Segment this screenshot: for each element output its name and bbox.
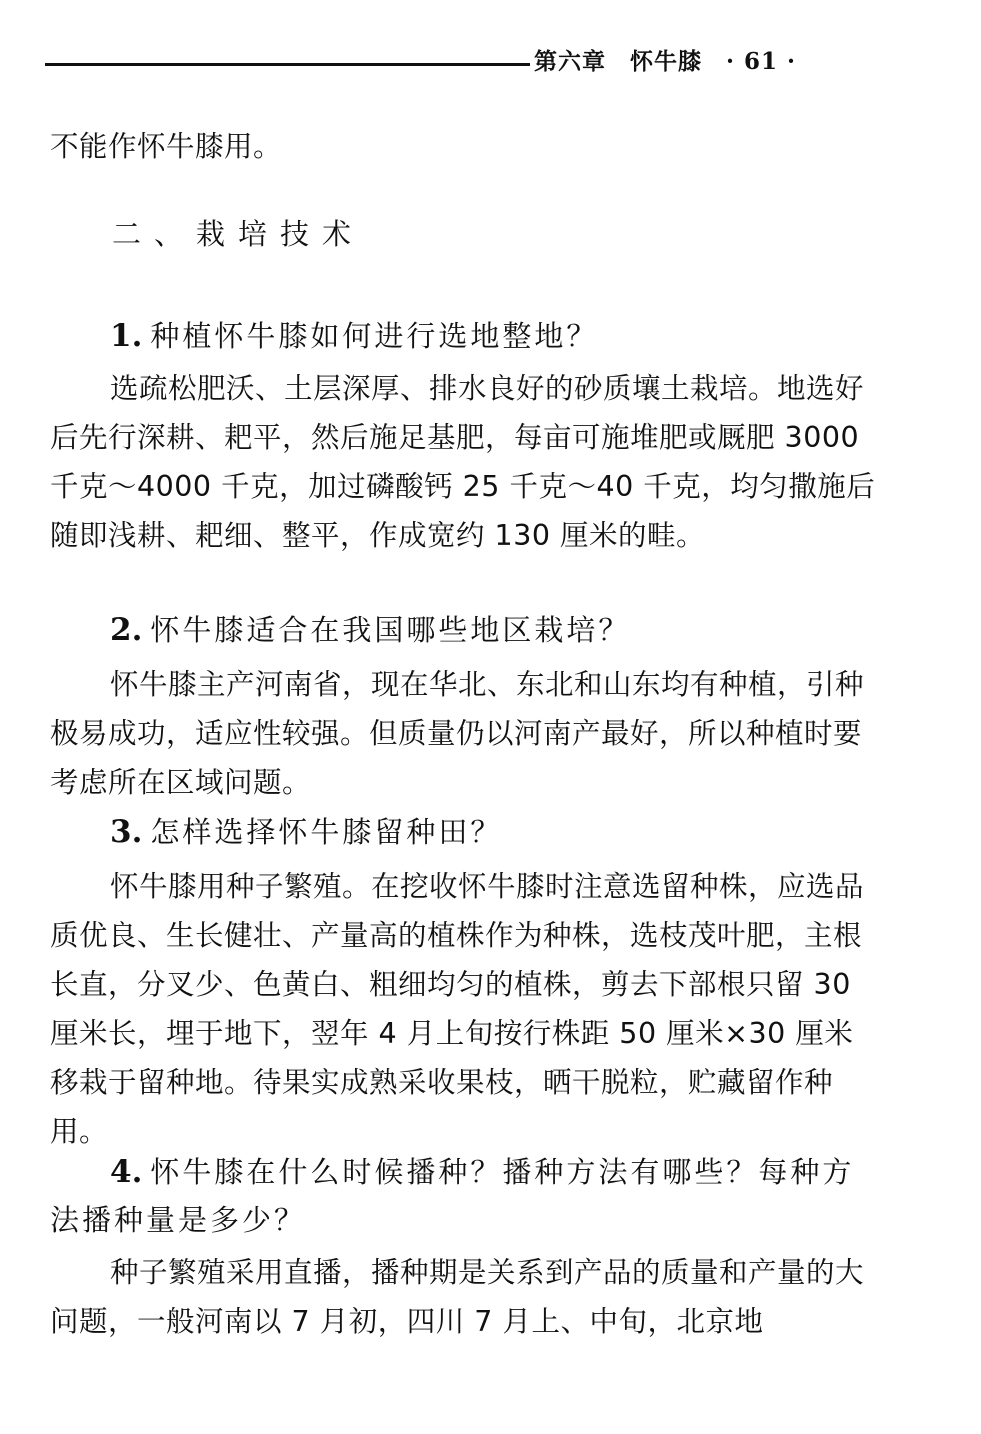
- intro-tail: 不能作怀牛膝用。: [50, 130, 283, 163]
- question-text: 怀牛膝适合在我国哪些地区栽培？: [150, 613, 631, 647]
- chapter-title: 第六章 怀牛膝: [534, 48, 702, 75]
- answer-text: 种子繁殖采用直播，播种期是关系到产品的质量和产量的大问题，一般河南以 7 月初，四川 7 月上、中旬，北京地: [50, 1256, 865, 1338]
- running-header-title: [534, 44, 796, 80]
- question-number: 2.: [110, 612, 143, 648]
- running-header: [45, 44, 845, 80]
- answer-text: 怀牛膝主产河南省，现在华北、东北和山东均有种植，引种极易成功，适应性较强。但质量仍以河南产最好，所以种植时要考虑所在区域问题。: [50, 668, 865, 799]
- page-number: · 61 ·: [726, 48, 797, 75]
- question-4: [50, 1148, 880, 1244]
- header-rule: [45, 63, 530, 66]
- question-2: [110, 606, 890, 654]
- question-number: 1.: [110, 318, 143, 354]
- question-text: 怀牛膝在什么时候播种？播种方法有哪些？每种方法播种量是多少？: [50, 1155, 855, 1237]
- question-3: [110, 808, 890, 856]
- question-number: 4.: [110, 1154, 143, 1190]
- intro-tail-block: [50, 122, 880, 171]
- question-text: 怎样选择怀牛膝留种田？: [150, 815, 503, 849]
- answer-3: [50, 862, 880, 1156]
- question-1: [110, 312, 890, 360]
- answer-4: [50, 1248, 880, 1346]
- answer-text: 选疏松肥沃、土层深厚、排水良好的砂质壤土栽培。地选好后先行深耕、耙平，然后施足基肥，每亩可施堆肥或厩肥 3000 千克～4000 千克，加过磷酸钙 25 千克～40 千克，均匀撒施后随即浅耕、耙细、整平，作成宽约 130 厘米的畦。: [50, 372, 876, 552]
- answer-text: 怀牛膝用种子繁殖。在挖收怀牛膝时注意选留种株，应选品质优良、生长健壮、产量高的植株作为种株，选枝茂叶肥，主根长直，分叉少、色黄白、粗细均匀的植株，剪去下部根只留 30 厘米长，埋于地下，翌年 4 月上旬按行株距 50 厘米×30 厘米移栽于留种地。待果实成熟采收果枝，晒干脱粒，贮藏留作种用。: [50, 870, 865, 1148]
- answer-1: [50, 364, 880, 560]
- question-text: 种植怀牛膝如何进行选地整地？: [150, 319, 599, 353]
- question-number: 3.: [110, 814, 143, 850]
- answer-2: [50, 660, 880, 807]
- section-heading: 二、栽培技术: [112, 217, 365, 251]
